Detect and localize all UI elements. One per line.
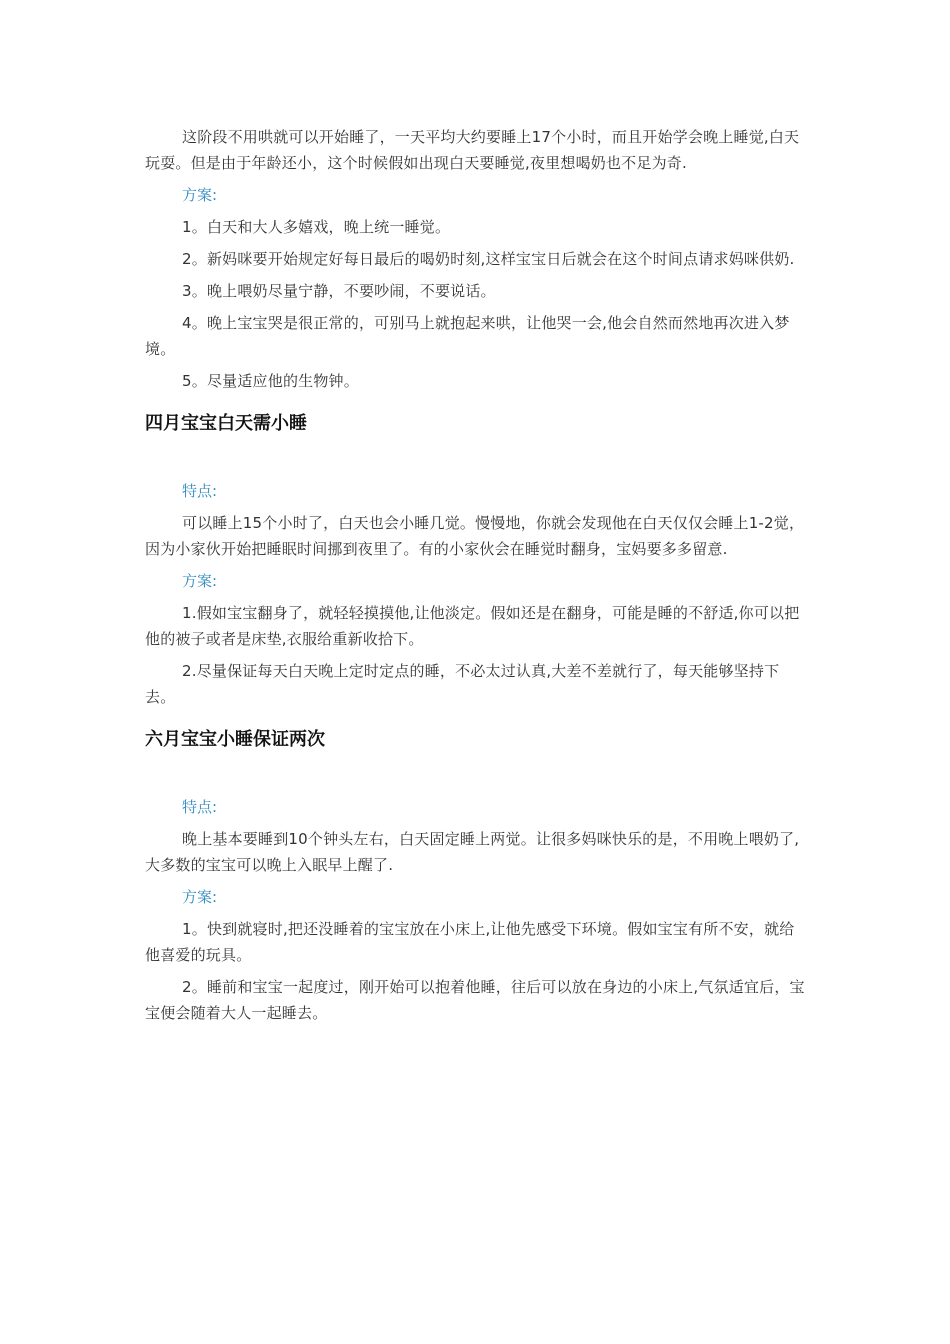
section-heading: 四月宝宝白天需小睡 (145, 413, 307, 434)
plan-item: 3。晚上喂奶尽量宁静，不要吵闹，不要说话。 (182, 282, 496, 300)
document-page (145, 124, 805, 1032)
feature-label: 特点: (182, 482, 218, 500)
june-section (145, 726, 805, 1026)
plan-item: 1.假如宝宝翻身了，就轻轻摸摸他,让他淡定。假如还是在翻身，可能是睡的不舒适,你可以把他的被子或者是床垫,衣服给重新收拾下。 (145, 604, 800, 648)
plan-item: 1。快到就寝时,把还没睡着的宝宝放在小床上,让他先感受下环境。假如宝宝有所不安，就给他喜爱的玩具。 (145, 920, 795, 964)
plan-label: 方案: (182, 186, 218, 204)
plan-item: 1。白天和大人多嬉戏，晚上统一睡觉。 (182, 218, 451, 236)
feature-paragraph: 晚上基本要睡到10个钟头左右，白天固定睡上两觉。让很多妈咪快乐的是，不用晚上喂奶了,大多数的宝宝可以晚上入眠早上醒了. (145, 830, 800, 874)
plan-item: 2。睡前和宝宝一起度过，刚开始可以抱着他睡，往后可以放在身边的小床上,气氛适宜后，宝宝便会随着大人一起睡去。 (145, 978, 805, 1022)
intro-paragraph: 这阶段不用哄就可以开始睡了，一天平均大约要睡上17个小时，而且开始学会晚上睡觉,白天玩耍。但是由于年龄还小，这个时候假如出现白天要睡觉,夜里想喝奶也不足为奇. (145, 128, 800, 172)
april-section (145, 410, 805, 710)
plan-label: 方案: (182, 572, 218, 590)
plan-item: 2。新妈咪要开始规定好每日最后的喝奶时刻,这样宝宝日后就会在这个时间点请求妈咪供奶. (182, 250, 795, 268)
feature-paragraph: 可以睡上15个小时了，白天也会小睡几觉。慢慢地，你就会发现他在白天仅仅会睡上1-2觉，因为小家伙开始把睡眠时间挪到夜里了。有的小家伙会在睡觉时翻身，宝妈要多多留意. (145, 514, 805, 558)
plan-item: 4。晚上宝宝哭是很正常的，可别马上就抱起来哄，让他哭一会,他会自然而然地再次进入梦境。 (145, 314, 790, 358)
section-heading: 六月宝宝小睡保证两次 (145, 729, 325, 750)
plan-label: 方案: (182, 888, 218, 906)
intro-section (145, 124, 805, 394)
plan-item: 5。尽量适应他的生物钟。 (182, 372, 359, 390)
plan-item: 2.尽量保证每天白天晚上定时定点的睡，不必太过认真,大差不差就行了，每天能够坚持下去。 (145, 662, 780, 706)
feature-label: 特点: (182, 798, 218, 816)
